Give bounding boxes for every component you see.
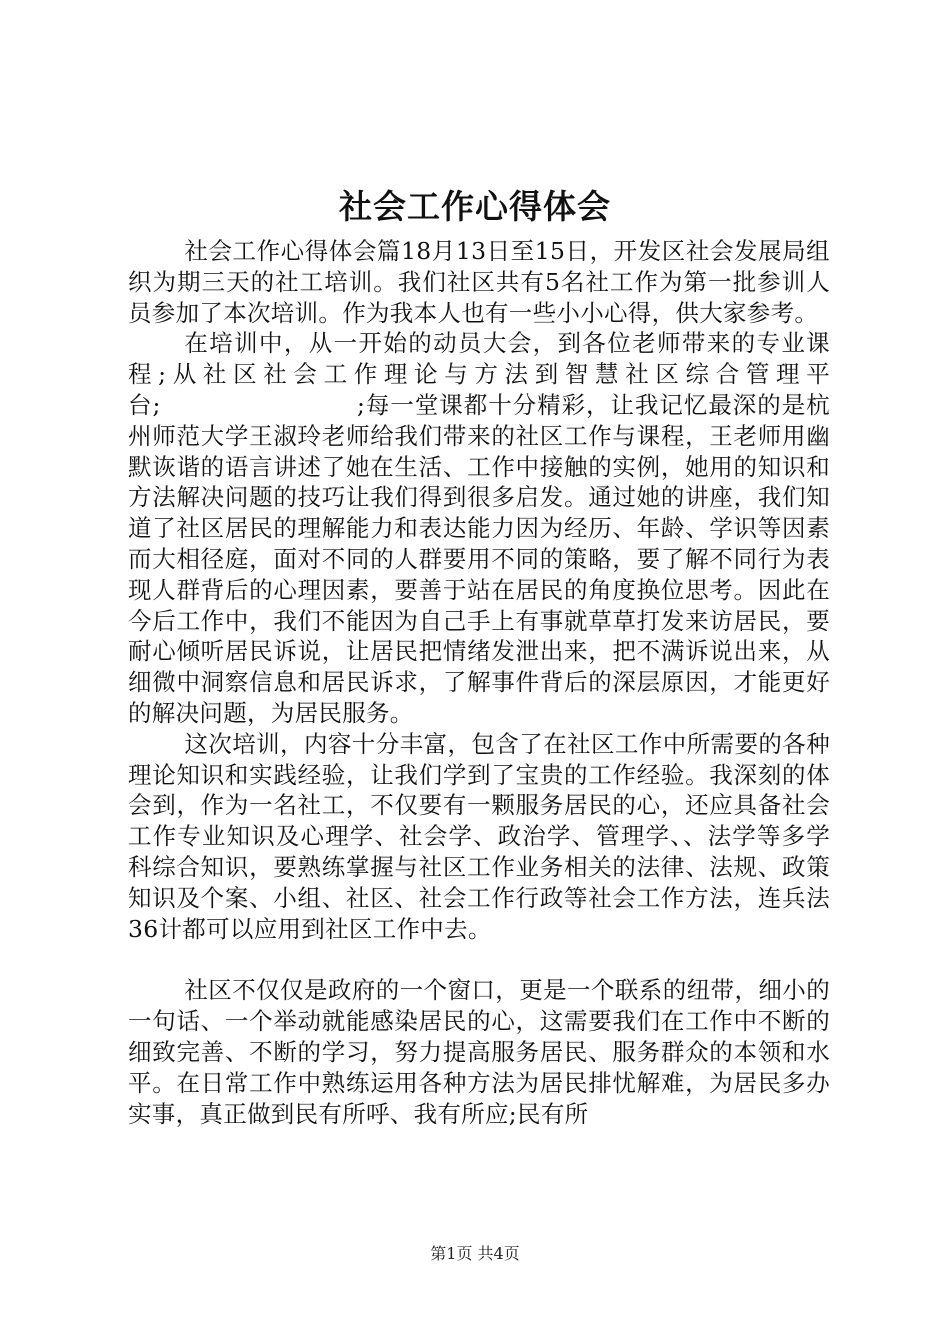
document-title: 社会工作心得体会 [339,187,611,226]
paragraph-1: 社会工作心得体会篇18月13日至15日，开发区社会发展局组织为期三天的社工培训。我们社区共有5名社工作为第一批参训人员参加了本次培训。作为我本人也有一些小小心得，供大家参考。 [128,237,830,327]
paragraph-2: 在培训中，从一开始的动员大会，到各位老师带来的专业课程;从社区社会工作理论与方法到智慧社区综合管理平台; ;每一堂课都十分精彩，让我记忆最深的是杭州师范大学王淑玲老师给我们带来的社区工作与课程，王老师用幽默诙谐的语言讲述了她在生活、工作中接触的实例，她用的知识和方法解决问题的技巧让我们得到很多启发。通过她的讲座，我们知道了社区居民的理解能力和表达能力因为经历、年龄、学识等因素而大相径庭，面对不同的人群要用不同的策略，要了解不同行为表现人群背后的心理因素，要善于站在居民的角度换位思考。因此在今后工作中，我们不能因为自己手上有事就草草打发来访居民，要耐心倾听居民诉说，让居民把情绪发泄出来，把不满诉说出来，从细微中洞察信息和居民诉求，了解事件背后的深层原因，才能更好的解决问题，为居民服务。 [128,329,830,727]
document-body [128,236,830,1129]
page-footer: 第1页 共4页 [430,1244,520,1263]
paragraph-spacer [128,944,830,975]
paragraph-4: 社区不仅仅是政府的一个窗口，更是一个联系的纽带，细小的一句话、一个举动就能感染居民的心，这需要我们在工作中不断的细致完善、不断的学习，努力提高服务居民、服务群众的本领和水平。在日常工作中熟练运用各种方法为居民排忧解难，为居民多办实事，真正做到民有所呼、我有所应;民有所 [128,976,830,1128]
paragraph-3: 这次培训，内容十分丰富，包含了在社区工作中所需要的各种理论知识和实践经验，让我们学到了宝贵的工作经验。我深刻的体会到，作为一名社工，不仅要有一颗服务居民的心，还应具备社会工作专业知识及心理学、社会学、政治学、管理学、、法学等多学科综合知识，要熟练掌握与社区工作业务相关的法律、法规、政策知识及个案、小组、社区、社会工作行政等社会工作方法，连兵法36计都可以应用到社区工作中去。 [128,729,830,943]
